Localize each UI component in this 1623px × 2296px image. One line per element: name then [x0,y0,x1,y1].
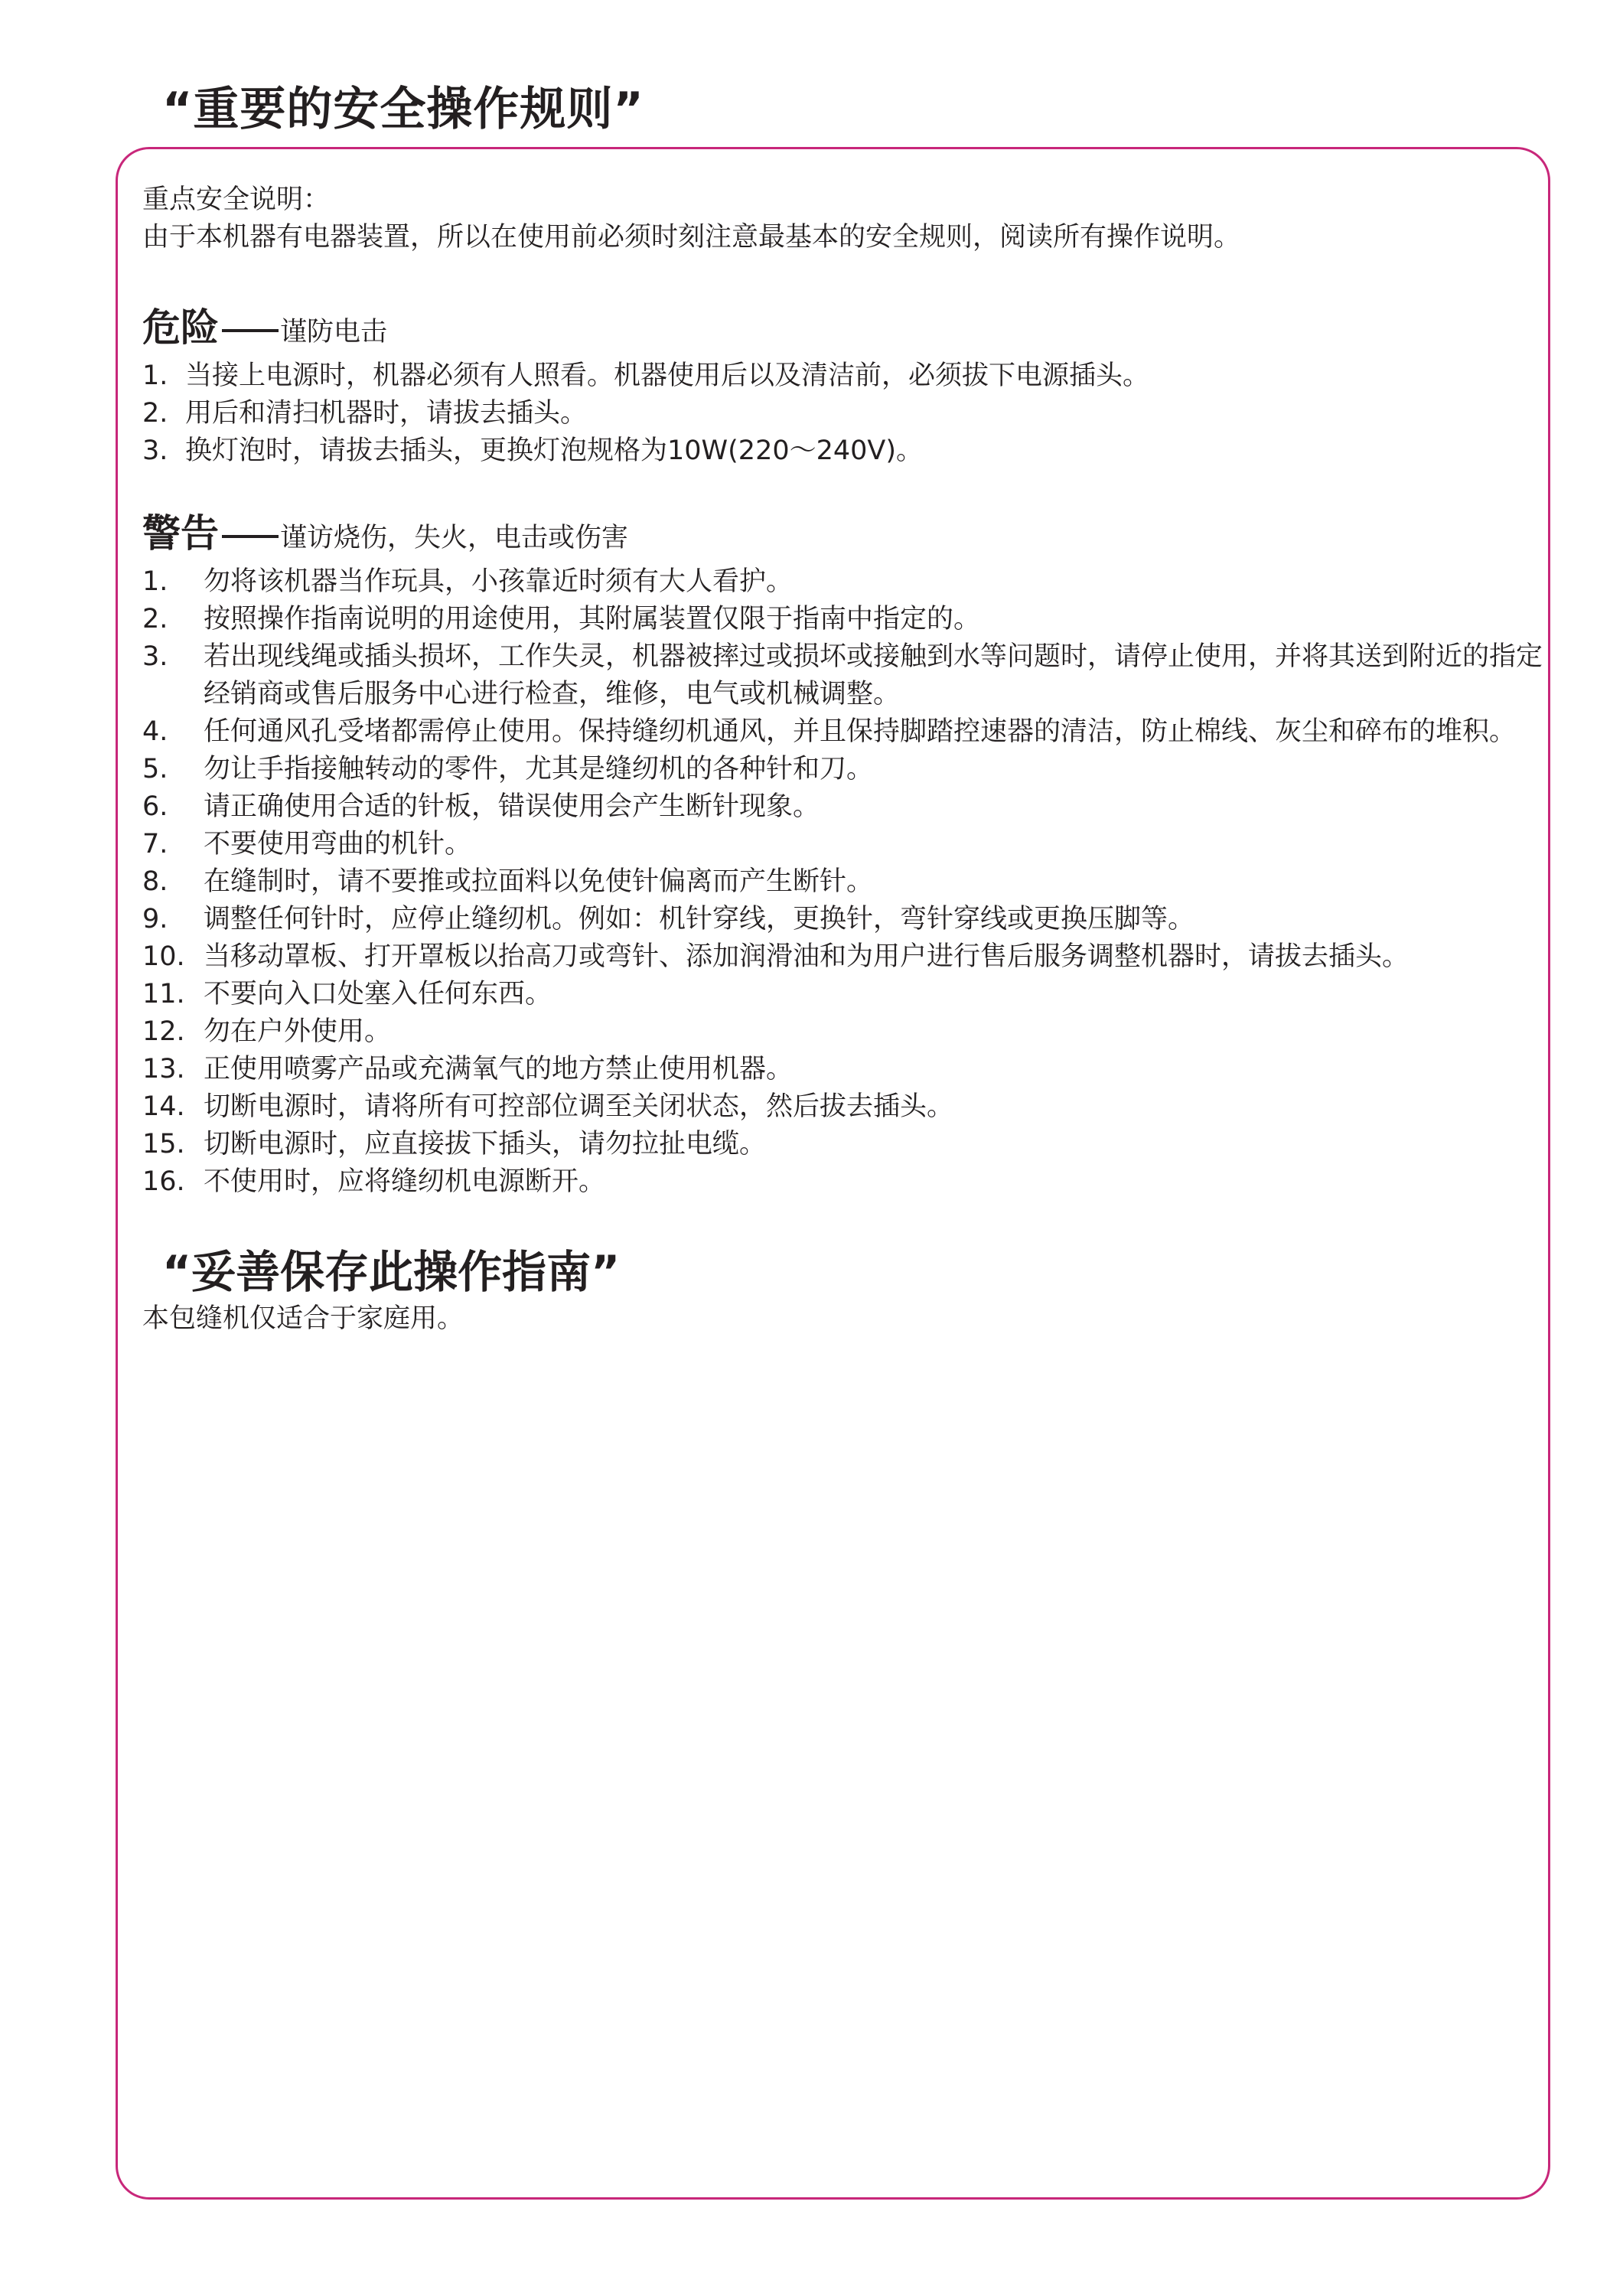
list-item [142,713,1543,751]
item-text: 若出现线绳或插头损坏，工作失灵，机器被摔过或损坏或接触到水等问题时，请停止使用，并将其送到附近的指定经销商或售后服务中心进行检查，维修，电气或机械调整。 [204,641,1543,709]
item-number: 12. [142,1016,185,1047]
item-text: 不使用时，应将缝纫机电源断开。 [204,1166,606,1197]
item-text: 切断电源时，应直接拔下插头，请勿拉扯电缆。 [204,1129,767,1159]
item-text: 勿让手指接触转动的零件，尤其是缝纫机的各种针和刀。 [204,754,874,784]
item-number: 9. [142,904,168,934]
item-number: 8. [142,866,168,897]
item-number: 6. [142,791,168,822]
list-item [142,976,1543,1013]
item-text: 用后和清扫机器时，请拔去插头。 [185,398,588,429]
item-text: 勿将该机器当作玩具，小孩靠近时须有大人看护。 [204,566,794,597]
item-text: 不要使用弯曲的机针。 [204,829,472,859]
item-number: 15. [142,1129,185,1159]
list-item [142,788,1543,826]
item-number: 1. [142,566,168,597]
intro-heading: 重点安全说明： [142,184,331,215]
list-item [142,357,1543,395]
list-item [142,826,1543,863]
item-number: 7. [142,829,168,859]
danger-heading [142,302,1543,357]
list-item [142,751,1543,788]
item-number: 11. [142,979,185,1009]
item-text: 在缝制时，请不要推或拉面料以免使针偏离而产生断针。 [204,866,874,897]
item-number: 10. [142,941,185,972]
footer-title: “妥善保存此操作指南” [162,1246,621,1298]
list-item [142,1013,1543,1051]
item-text: 切断电源时，请将所有可控部位调至关闭状态，然后拔去插头。 [204,1091,954,1122]
item-number: 14. [142,1091,185,1122]
heading-dash [222,535,279,538]
danger-title: 危险 [142,305,219,350]
list-item [142,395,1543,432]
item-text: 调整任何针时，应停止缝纫机。例如：机针穿线，更换针，弯针穿线或更换压脚等。 [204,904,1195,934]
list-item [142,1163,1543,1201]
item-text: 按照操作指南说明的用途使用，其附属装置仅限于指南中指定的。 [204,604,981,634]
item-text: 换灯泡时，请拔去插头，更换灯泡规格为10W(220～240V)。 [185,435,924,466]
item-text: 不要向入口处塞入任何东西。 [204,979,552,1009]
item-number: 4. [142,716,168,747]
warning-subtitle: 谨访烧伤，失火，电击或伤害 [280,523,629,553]
list-item [142,1126,1543,1163]
warning-title: 警告 [142,511,219,556]
item-text: 正使用喷雾产品或充满氧气的地方禁止使用机器。 [204,1054,794,1084]
item-number: 2. [142,398,168,429]
item-number: 1. [142,360,168,391]
list-item [142,432,1543,470]
list-item [142,901,1543,938]
list-item [142,563,1543,601]
item-number: 16. [142,1166,185,1197]
item-text: 当移动罩板、打开罩板以抬高刀或弯针、添加润滑油和为用户进行售后服务调整机器时，请拔去插头。 [204,941,1410,972]
danger-subtitle: 谨防电击 [280,317,388,347]
item-text: 请正确使用合适的针板，错误使用会产生断针现象。 [204,791,820,822]
danger-list [142,357,1543,470]
item-number: 3. [142,435,168,466]
item-number: 13. [142,1054,185,1084]
page-title: “重要的安全操作规则” [162,83,644,136]
item-number: 2. [142,604,168,634]
list-item [142,938,1543,976]
list-item [142,638,1543,713]
warning-heading [142,508,1543,563]
heading-dash [222,329,279,332]
item-text: 任何通风孔受堵都需停止使用。保持缝纫机通风，并且保持脚踏控速器的清洁，防止棉线、灰尘和碎布的堆积。 [204,716,1517,747]
list-item [142,601,1543,638]
list-item [142,863,1543,901]
item-text: 当接上电源时，机器必须有人照看。机器使用后以及清洁前，必须拔下电源插头。 [185,360,1150,391]
warning-list [142,563,1543,1201]
footer-text: 本包缝机仅适合于家庭用。 [142,1303,464,1334]
item-number: 5. [142,754,168,784]
list-item [142,1051,1543,1088]
item-number: 3. [142,641,168,672]
item-text: 勿在户外使用。 [204,1016,392,1047]
content-area [142,181,1543,1338]
list-item [142,1088,1543,1126]
intro-text: 由于本机器有电器装置，所以在使用前必须时刻注意最基本的安全规则，阅读所有操作说明。 [142,222,1241,253]
